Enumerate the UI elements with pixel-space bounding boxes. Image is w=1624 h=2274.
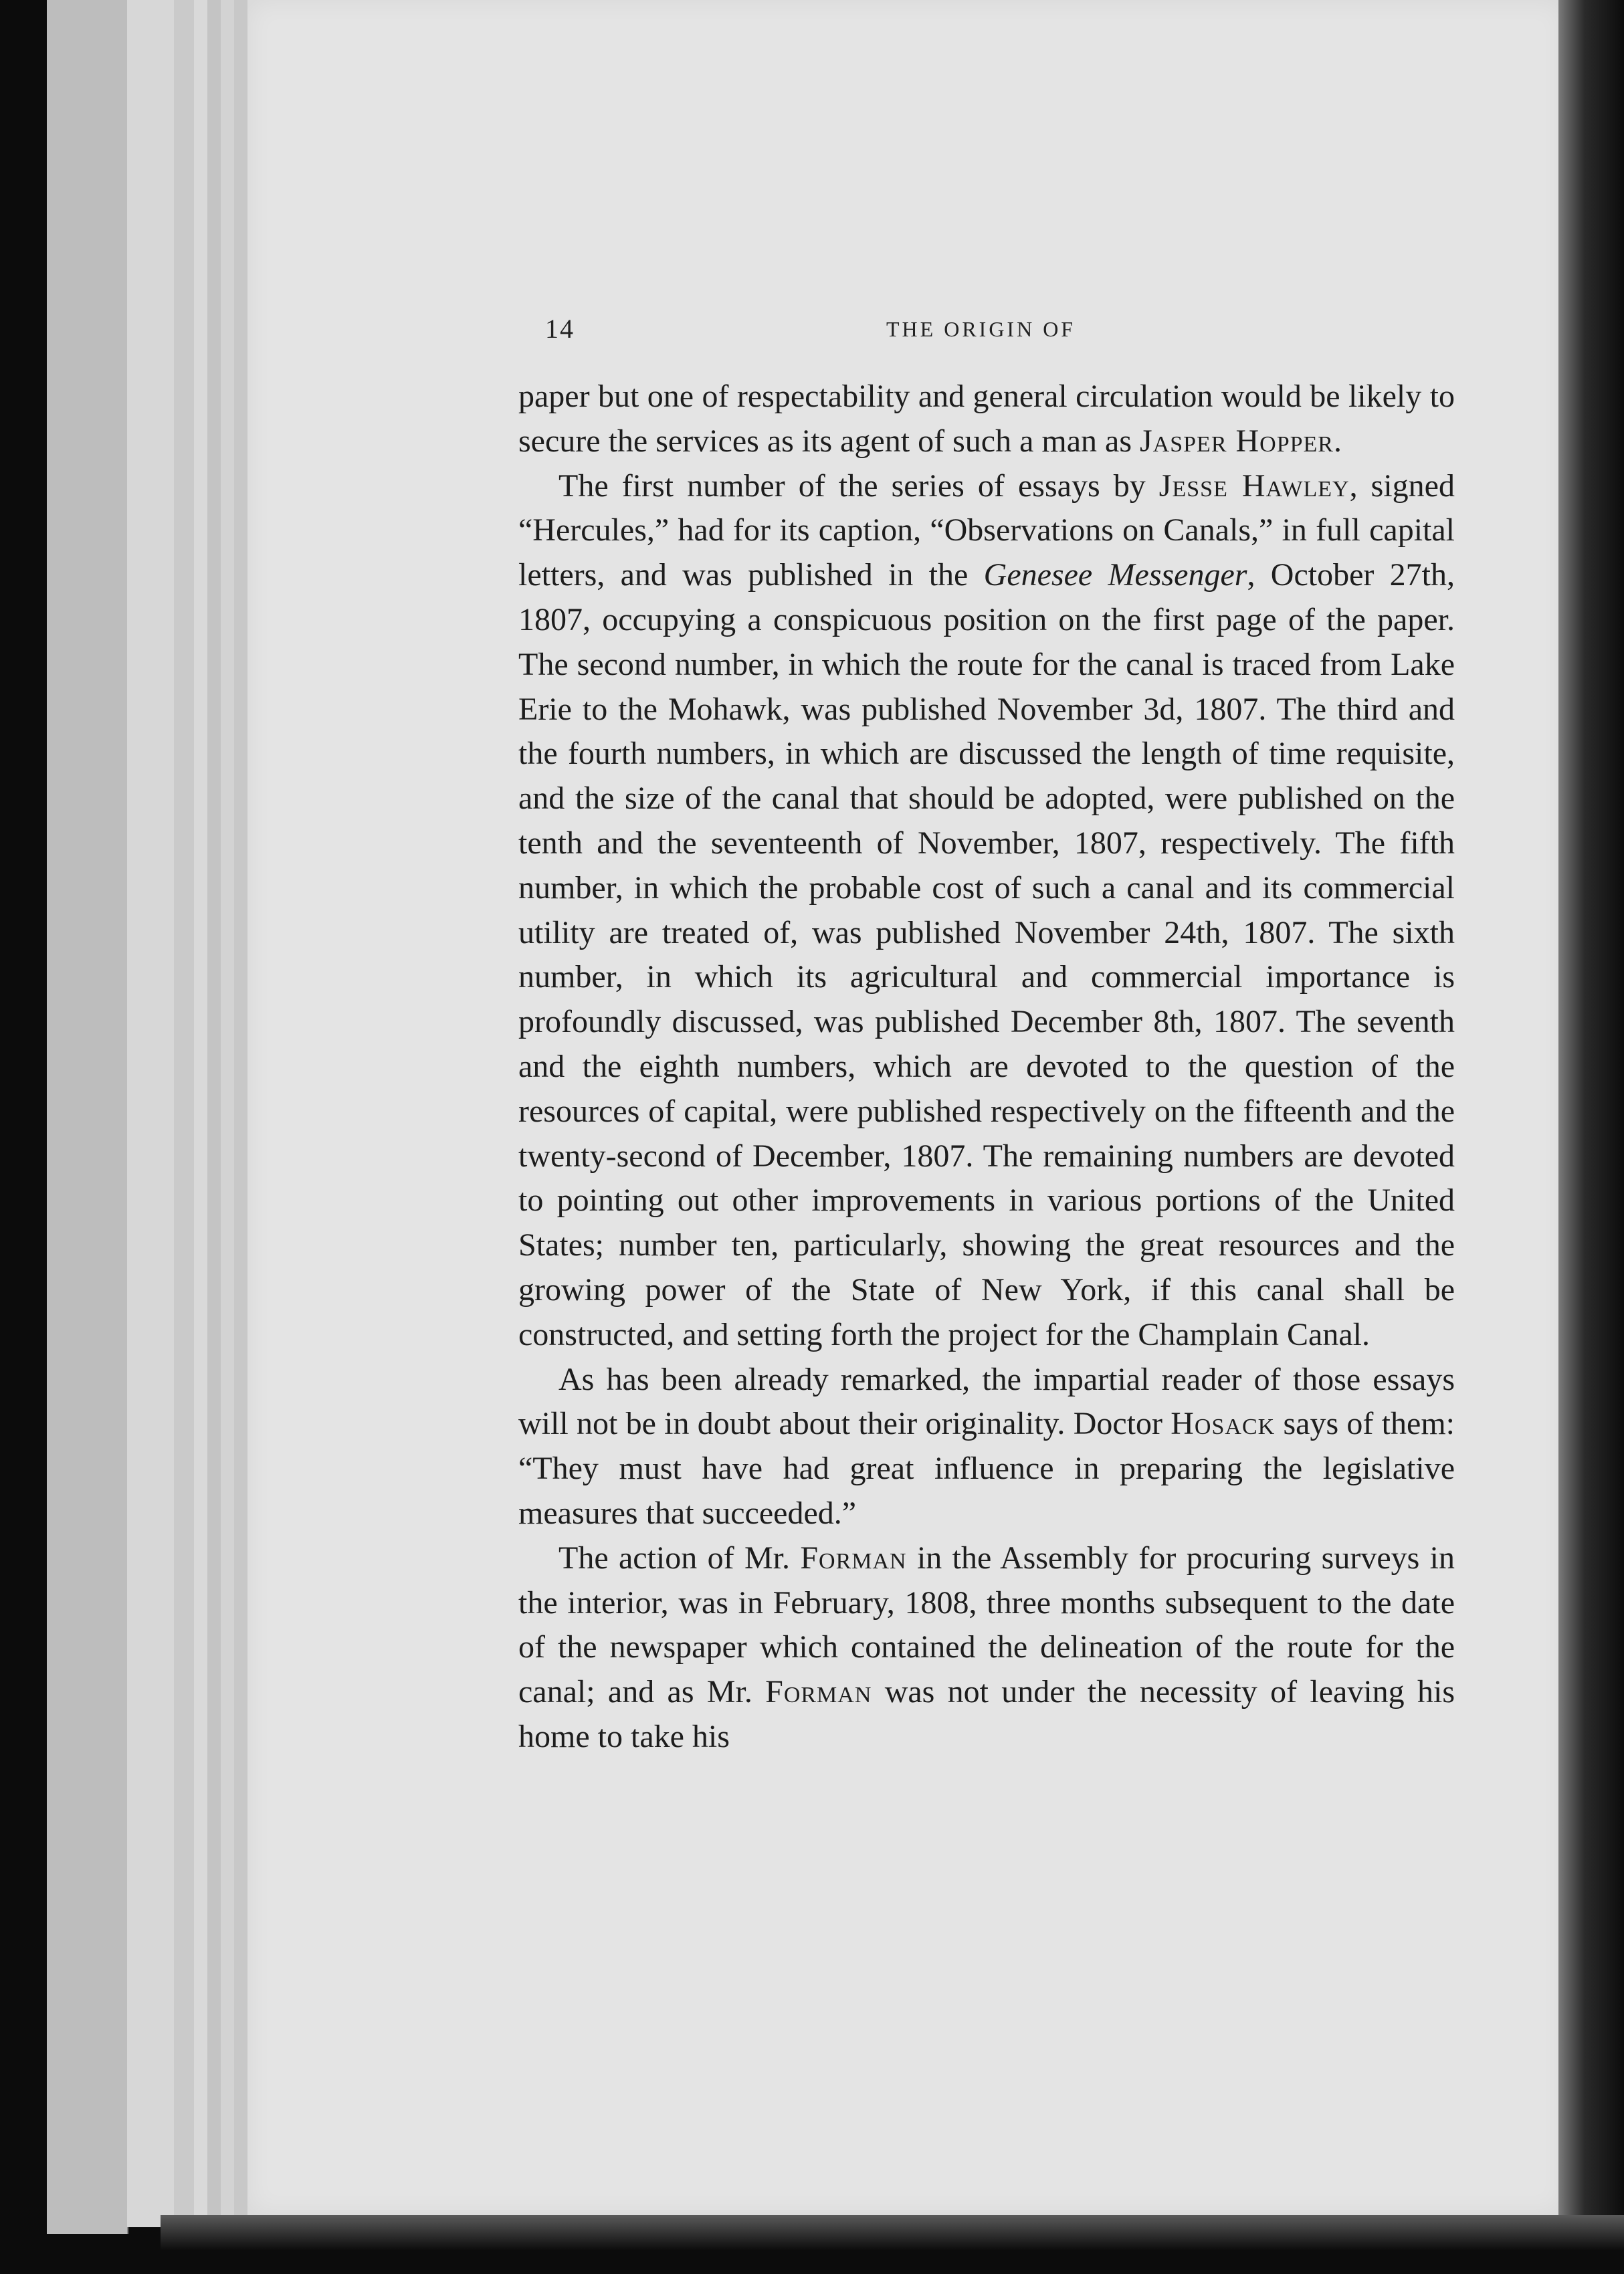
small-caps-name: Jasper Hopper (1140, 423, 1334, 459)
small-caps-name: Jesse Hawley (1158, 468, 1350, 504)
text-run: was not under the necessity of leaving his home to take his (518, 1674, 1455, 1754)
text-run: says of them: “They must have had great influence in preparing the legislative measures that succeeded.” (518, 1406, 1455, 1531)
text-run: . (1333, 423, 1342, 459)
page-edge (47, 0, 128, 2234)
italic-title: Genesee Messenger (983, 557, 1247, 593)
paragraph (518, 1536, 1455, 1760)
text-run: paper but one of respectability and general circulation would be likely to secure the services as its agent of such a man as (518, 379, 1455, 459)
page-number: 14 (545, 314, 575, 344)
page-edge (207, 0, 222, 2219)
text-run: in the Assembly for procuring surveys in the interior, was in February, 1808, three months subsequent to the date of the newspaper which contained the delineation of the route for the canal; and as Mr. (518, 1540, 1455, 1710)
paragraph (518, 464, 1455, 1358)
small-caps-name: Hosack (1171, 1406, 1276, 1442)
page-header (545, 313, 1455, 353)
text-run: As has been already remarked, the impartial reader of those essays will not be in doubt about their originality. Doctor (518, 1361, 1455, 1442)
text-run: The first number of the series of essays by (559, 468, 1159, 504)
gutter-shadow (1558, 0, 1624, 2274)
paragraph (518, 1358, 1455, 1536)
page-edge (221, 0, 235, 2218)
small-caps-name: Forman (765, 1674, 872, 1710)
text-run: , October 27th, 1807, occupying a conspicuous position on the first page of the paper. The second number, in which the route for the canal is traced from Lake Erie to the Mohawk, was published November 3d, 1807. The third and the fourth numbers, in which are discussed the length of time requisite, and the size of the canal that should be adopted, were published on the tenth and the seventeenth of November, 1807, respectively. The fifth number, in which the probable cost of such a canal and its commercial utility are treated of, was published November 24th, 1807. The sixth number, in which its agricultural and commercial importance is profoundly discussed, was published December 8th, 1807. The seventh and the eighth numbers, which are devoted to the question of the resources of capital, were published respectively on the fifteenth and the twenty-second of December, 1807. The remaining numbers are devoted to pointing out other improvements in various portions of the United States; number ten, particularly, showing the great resources and the growing power of the State of New York, if this canal shall be constructed, and setting forth the project for the Champlain Canal. (518, 557, 1455, 1352)
text-run: The action of Mr. (559, 1540, 801, 1576)
bottom-shadow (161, 2215, 1624, 2274)
paragraph (518, 375, 1455, 464)
body-text (518, 375, 1455, 1760)
page-edge (194, 0, 209, 2220)
page-edge (127, 0, 175, 2227)
running-head: THE ORIGIN OF (886, 317, 1076, 341)
text-run: , signed “Hercules,” had for its caption, “Observations on Canals,” in full capital letters, and was published in the (518, 468, 1455, 593)
small-caps-name: Forman (800, 1540, 907, 1576)
page-edge (234, 0, 249, 2216)
page-edge (174, 0, 195, 2224)
